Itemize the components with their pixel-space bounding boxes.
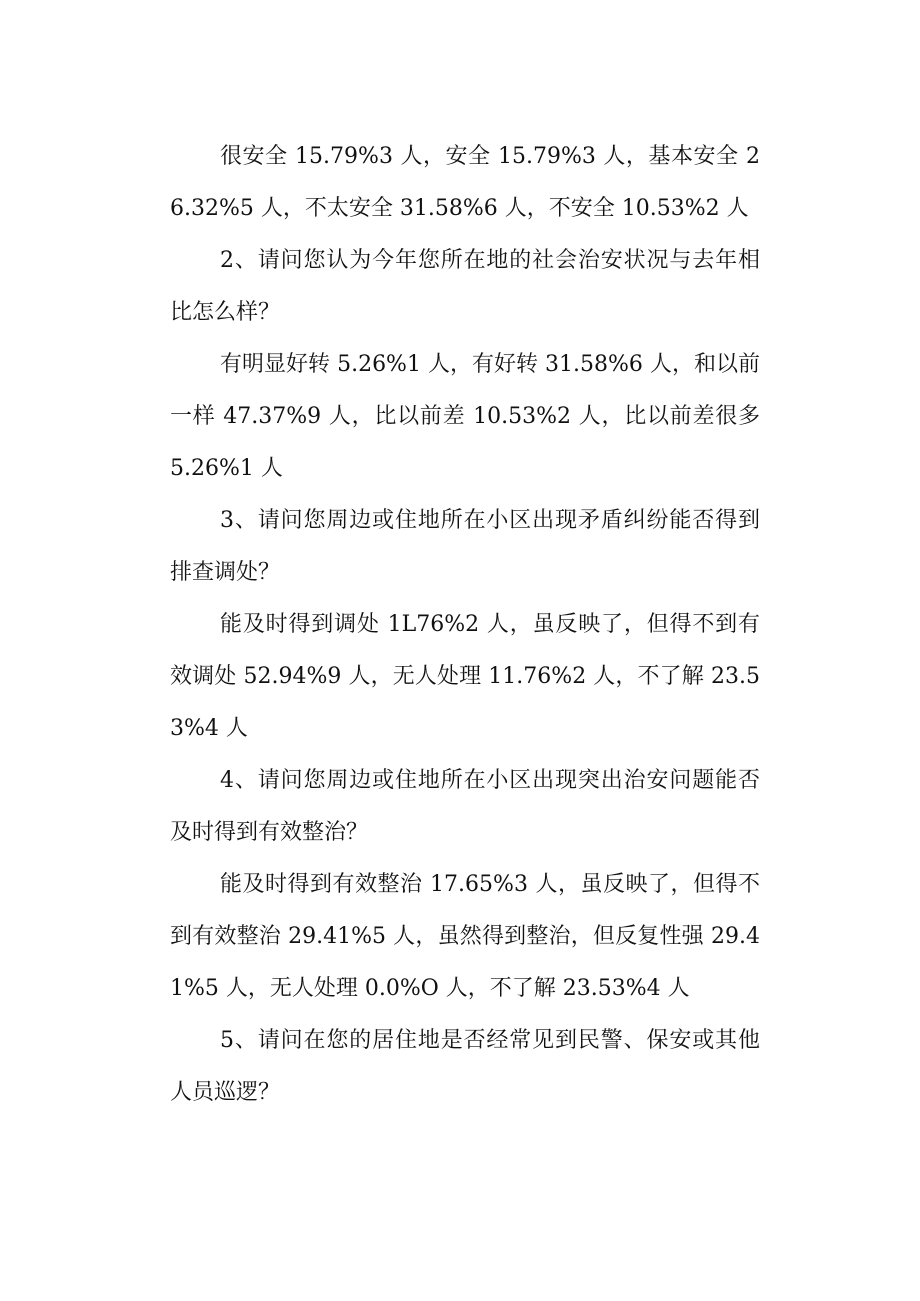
- answer-paragraph-3: 能及时得到调处 1L76%2 人，虽反映了，但得不到有效调处 52.94%9 人，无人处理 11.76%2 人，不了解 23.53%4 人: [170, 612, 760, 741]
- question-paragraph-2: 2、请问您认为今年您所在地的社会治安状况与去年相比怎么样？: [170, 248, 760, 325]
- answer-paragraph-4: 能及时得到有效整治 17.65%3 人，虽反映了，但得不到有效整治 29.41%5 人，虽然得到整治，但反复性强 29.41%5 人，无人处理 0.0%O 人，不了解 23.53%4 人: [170, 872, 760, 1001]
- question-paragraph-4: 4、请问您周边或住地所在小区出现突出治安问题能否及时得到有效整治？: [170, 768, 760, 845]
- document-body: [170, 131, 760, 1119]
- question-paragraph-5: 5、请问在您的居住地是否经常见到民警、保安或其他人员巡逻？: [170, 1028, 760, 1105]
- answer-paragraph-2: 有明显好转 5.26%1 人，有好转 31.58%6 人，和以前一样 47.37%9 人，比以前差 10.53%2 人，比以前差很多 5.26%1 人: [170, 352, 760, 481]
- question-paragraph-3: 3、请问您周边或住地所在小区出现矛盾纠纷能否得到排查调处？: [170, 508, 760, 585]
- answer-paragraph-1: 很安全 15.79%3 人，安全 15.79%3 人，基本安全 26.32%5 人，不太安全 31.58%6 人，不安全 10.53%2 人: [170, 144, 760, 221]
